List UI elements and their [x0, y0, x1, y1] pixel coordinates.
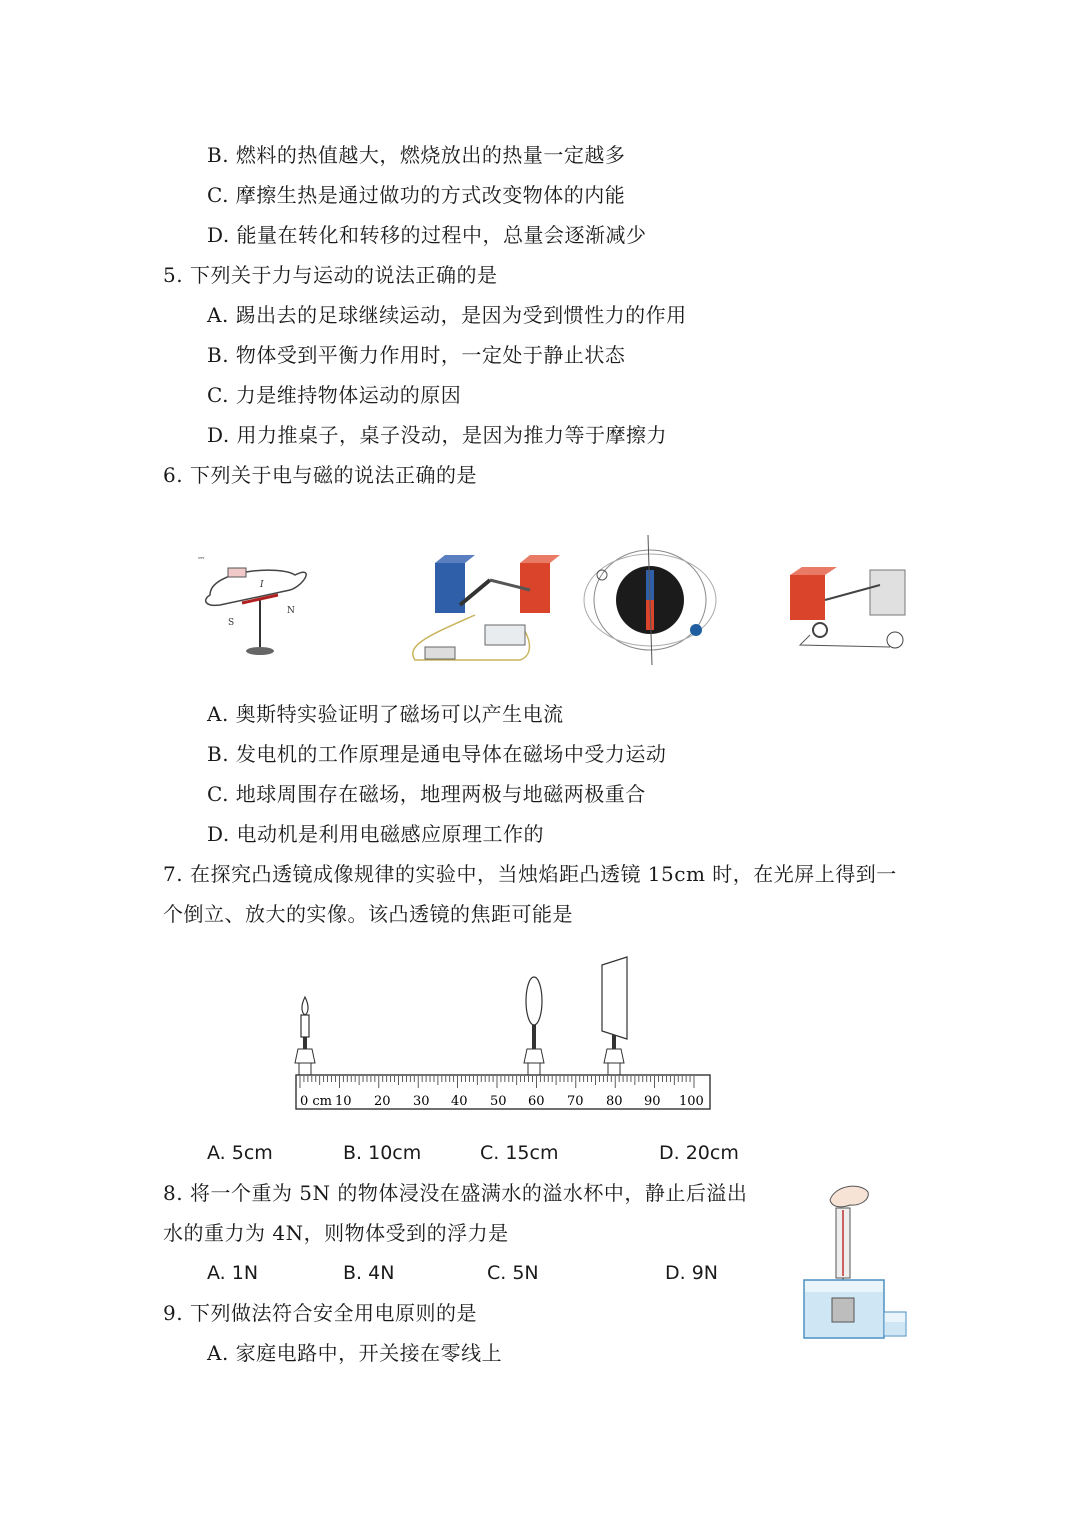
- ruler-label-60: 60: [528, 1094, 545, 1109]
- q5-option-d: D. 用力推桌子，桌子没动，是因为推力等于摩擦力: [207, 423, 668, 447]
- label-n: N: [287, 606, 295, 616]
- ruler-label-0: 0 cm: [300, 1094, 333, 1109]
- q9-option-a: A. 家庭电路中，开关接在零线上: [207, 1341, 503, 1365]
- q7-option-a: A. 5cm: [207, 1142, 273, 1164]
- ruler-label-40: 40: [451, 1094, 468, 1109]
- q5-option-a: A. 踢出去的足球继续运动，是因为受到惯性力的作用: [207, 303, 687, 327]
- label-s: S: [228, 618, 235, 628]
- q4-option-d: D. 能量在转化和转移的过程中，总量会逐渐减少: [207, 223, 647, 247]
- light-screen-icon: [602, 957, 627, 1075]
- label-i: I: [260, 580, 264, 590]
- convex-lens-icon: [524, 977, 544, 1075]
- q6-option-d: D. 电动机是利用电磁感应原理工作的: [207, 822, 545, 846]
- earth-magnetic-field-figure: [584, 535, 716, 665]
- q7-option-c: C. 15cm: [480, 1142, 559, 1164]
- hand-icon: [830, 1186, 868, 1207]
- ruler-label-80: 80: [606, 1094, 623, 1109]
- q7-option-b: B. 10cm: [343, 1142, 422, 1164]
- overflow-cup-figure: [790, 1180, 920, 1345]
- q5-stem: 5. 下列关于力与运动的说法正确的是: [163, 263, 498, 287]
- q7-option-d: D. 20cm: [659, 1142, 739, 1164]
- beaker-icon: [804, 1280, 906, 1338]
- generator-figure: [790, 567, 905, 648]
- q7-stem-line2: 个倒立、放大的实像。该凸透镜的焦距可能是: [163, 902, 573, 926]
- q6-option-b: B. 发电机的工作原理是通电导体在磁场中受力运动: [207, 742, 667, 766]
- oersted-experiment-figure: [198, 553, 306, 655]
- q4-option-c: C. 摩擦生热是通过做功的方式改变物体的内能: [207, 183, 626, 207]
- ruler-label-70: 70: [567, 1094, 584, 1109]
- q7-stem-line1: 7. 在探究凸透镜成像规律的实验中，当烛焰距凸透镜 15cm 时，在光屏上得到一: [163, 862, 897, 886]
- q8-option-a: A. 1N: [207, 1262, 259, 1284]
- ruler-label-20: 20: [374, 1094, 391, 1109]
- magnet-rod-figure: [413, 555, 560, 660]
- q6-option-a: A. 奥斯特实验证明了磁场可以产生电流: [207, 702, 564, 726]
- ruler-label-50: 50: [490, 1094, 507, 1109]
- q9-stem: 9. 下列做法符合安全用电原则的是: [163, 1301, 477, 1325]
- ruler-label-90: 90: [644, 1094, 661, 1109]
- q8-option-d: D. 9N: [665, 1262, 719, 1284]
- q4-option-b: B. 燃料的热值越大，燃烧放出的热量一定越多: [207, 143, 626, 167]
- q6-stem: 6. 下列关于电与磁的说法正确的是: [163, 463, 477, 487]
- q6-option-c: C. 地球周围存在磁场，地理两极与地磁两极重合: [207, 782, 646, 806]
- ruler-label-10: 10: [335, 1094, 352, 1109]
- ruler-label-30: 30: [413, 1094, 430, 1109]
- q8-option-c: C. 5N: [487, 1262, 539, 1284]
- q5-option-c: C. 力是维持物体运动的原因: [207, 383, 462, 407]
- candle-icon: [295, 997, 315, 1075]
- ruler-label-100: 100: [679, 1094, 704, 1109]
- optical-bench-figure: [290, 955, 720, 1115]
- svg-text:⎓: ⎓: [198, 553, 205, 562]
- q8-stem-line1: 8. 将一个重为 5N 的物体浸没在盛满水的溢水杯中，静止后溢出: [163, 1181, 748, 1205]
- q6-figures: [190, 535, 930, 670]
- q8-option-b: B. 4N: [343, 1262, 395, 1284]
- q8-stem-line2: 水的重力为 4N，则物体受到的浮力是: [163, 1221, 509, 1245]
- q5-option-b: B. 物体受到平衡力作用时，一定处于静止状态: [207, 343, 626, 367]
